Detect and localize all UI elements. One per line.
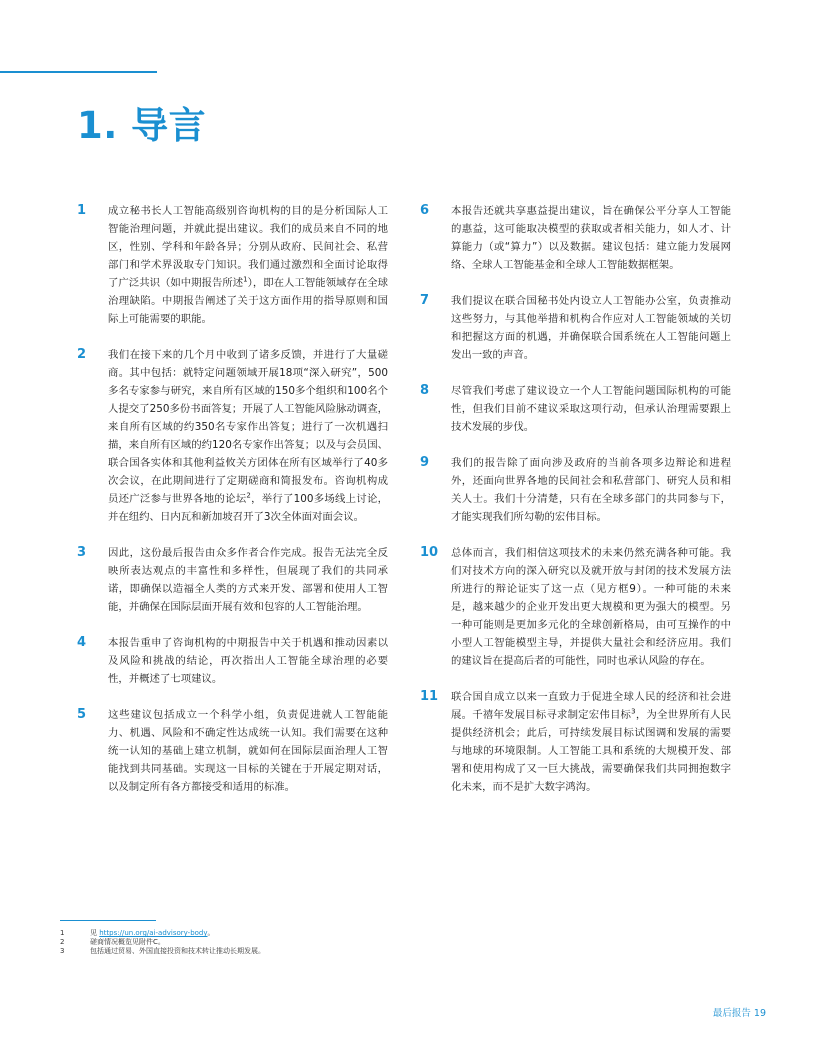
paragraph-6: [420, 202, 740, 274]
footnote-3: [60, 947, 560, 956]
paragraph-text: 我们在接下来的几个月中收到了诸多反馈，并进行了大量磋商。其中包括：就特定问题领域开展18项“深入研究”，500多名专家参与研究，来自所有区域的150多个组织和100名个人提交了250多份书面答复；开展了人工智能风险脉动调查，来自所有区域的约350名专家作出答复；进行了一次机遇扫描，来自所有区域的约120名专家作出答复；以及与会员国、联合国各实体和其他利益攸关方团体在所有区域举行了40多次会议，在此期间进行了定期磋商和简报发布。咨询机构成员还广泛参与世界各地的论坛$^2$，举行了100多场线上讨论，并在纽约、日内瓦和新加坡召开了3次全体面对面会议。: [108, 349, 388, 523]
footnote-ref: 2: [246, 491, 251, 500]
paragraph-number: 10: [420, 545, 439, 560]
paragraph-text: 尽管我们考虑了建议设立一个人工智能问题国际机构的可能性，但我们目前不建议采取这项行动，但承认治理需要跟上技术发展的步伐。: [451, 385, 731, 433]
footnote-ref: 3: [631, 707, 636, 716]
paragraph-8: [420, 382, 740, 436]
footnote-number: 3: [60, 947, 65, 955]
footnote-ref: 1: [243, 275, 248, 284]
footnote-text: 磋商情况概览见附件C。: [90, 938, 165, 946]
footnote-text: 包括通过贸易、外国直接投资和技术转让推动长期发展。: [90, 947, 265, 955]
paragraph-4: [77, 634, 397, 688]
paragraph-10: [420, 544, 740, 670]
paragraph-text: 这些建议包括成立一个科学小组，负责促进就人工智能能力、机遇、风险和不确定性达成统一认知。我们需要在这种统一认知的基础上建立机制，就如何在国际层面治理人工智能找到共同基础。实现这一目标的关键在于开展定期对话，以及制定所有各方都接受和适用的标准。: [108, 709, 388, 793]
paragraph-number: 7: [420, 293, 430, 308]
paragraph-9: [420, 454, 740, 526]
paragraph-5: [77, 706, 397, 796]
paragraph-text: 因此，这份最后报告由众多作者合作完成。报告无法完全反映所表达观点的丰富性和多样性，但展现了我们的共同承诺，即确保以造福全人类的方式来开发、部署和使用人工智能，并确保在国际层面开展有效和包容的人工智能治理。: [108, 547, 388, 613]
paragraph-text: 我们提议在联合国秘书处内设立人工智能办公室，负责推动这些努力，与其他举措和机构合作应对人工智能领域的关切和把握这方面的机遇，并确保联合国系统在人工智能问题上发出一致的声音。: [451, 295, 731, 361]
paragraph-11: [420, 688, 740, 796]
page-footer: [713, 1005, 766, 1019]
footnote-rule: [60, 920, 156, 921]
top-accent-rule: [0, 71, 157, 73]
footnote-number: 2: [60, 938, 65, 946]
paragraph-number: 6: [420, 203, 430, 218]
footer-label: 最后报告: [712, 1008, 751, 1019]
footnotes: [60, 929, 560, 956]
footnote-number: 1: [60, 929, 65, 937]
paragraph-number: 3: [77, 545, 87, 560]
left-column: [77, 202, 397, 796]
footnote-1: [60, 929, 560, 938]
paragraph-number: 8: [420, 383, 430, 398]
paragraph-number: 9: [420, 455, 430, 470]
paragraph-text: 本报告还就共享惠益提出建议，旨在确保公平分享人工智能的惠益，这可能取决模型的获取或者相关能力，如人才、计算能力（或“算力”）以及数据。建议包括：建立能力发展网络、全球人工智能基金和全球人工智能数据框架。: [451, 205, 731, 271]
paragraph-1: [77, 202, 397, 328]
paragraph-number: 4: [77, 635, 87, 650]
page-number: 19: [753, 1008, 766, 1019]
footnote-text: 见 https://un.org/ai-advisory-body。: [90, 929, 215, 937]
paragraph-number: 1: [77, 203, 87, 218]
footnote-link[interactable]: https://un.org/ai-advisory-body: [99, 929, 208, 937]
paragraph-text: 本报告重申了咨询机构的中期报告中关于机遇和推动因素以及风险和挑战的结论，再次指出人工智能全球治理的必要性，并概述了七项建议。: [108, 637, 388, 685]
paragraph-2: [77, 346, 397, 526]
footnote-2: [60, 938, 560, 947]
paragraph-7: [420, 292, 740, 364]
paragraph-text: 总体而言，我们相信这项技术的未来仍然充满各种可能。我们对技术方向的深入研究以及就开放与封闭的技术发展方法所进行的辩论证实了这一点（见方框9）。一种可能的未来是，越来越少的企业开发出更大规模和更为强大的模型。另一种可能则是更加多元化的全球创新格局，由可互操作的中小型人工智能模型主导，并提供大量社会和经济应用。我们的建议旨在提高后者的可能性，同时也承认风险的存在。: [451, 547, 731, 667]
paragraph-number: 2: [77, 347, 87, 362]
page-title: 1. 导言: [77, 104, 207, 147]
paragraph-number: 11: [420, 689, 439, 704]
paragraph-number: 5: [77, 707, 87, 722]
paragraph-3: [77, 544, 397, 616]
right-column: [420, 202, 740, 796]
paragraph-text: 联合国自成立以来一直致力于促进全球人民的经济和社会进展。千禧年发展目标寻求制定宏伟目标$^3$，为全世界所有人民提供经济机会；此后，可持续发展目标试图调和发展的需要与地球的环境限制。人工智能工具和系统的大规模开发、部署和使用构成了又一巨大挑战，需要确保我们共同拥抱数字化未来，而不是扩大数字鸿沟。: [451, 691, 732, 793]
paragraph-text: 我们的报告除了面向涉及政府的当前各项多边辩论和进程外，还面向世界各地的民间社会和私营部门、研究人员和相关人士。我们十分清楚，只有在全球多部门的共同参与下，才能实现我们所勾勒的宏伟目标。: [451, 457, 731, 523]
paragraph-text: 成立秘书长人工智能高级别咨询机构的目的是分析国际人工智能治理问题，并就此提出建议。我们的成员来自不同的地区，性别、学科和年龄各异；分别从政府、民间社会、私营部门和学术界汲取专门知识。我们通过激烈和全面讨论取得了广泛共识（如中期报告所述$^1$），即在人工智能领域存在全球治理缺陷。中期报告阐述了关于这方面作用的指导原则和国际上可能需要的职能。: [108, 205, 388, 325]
